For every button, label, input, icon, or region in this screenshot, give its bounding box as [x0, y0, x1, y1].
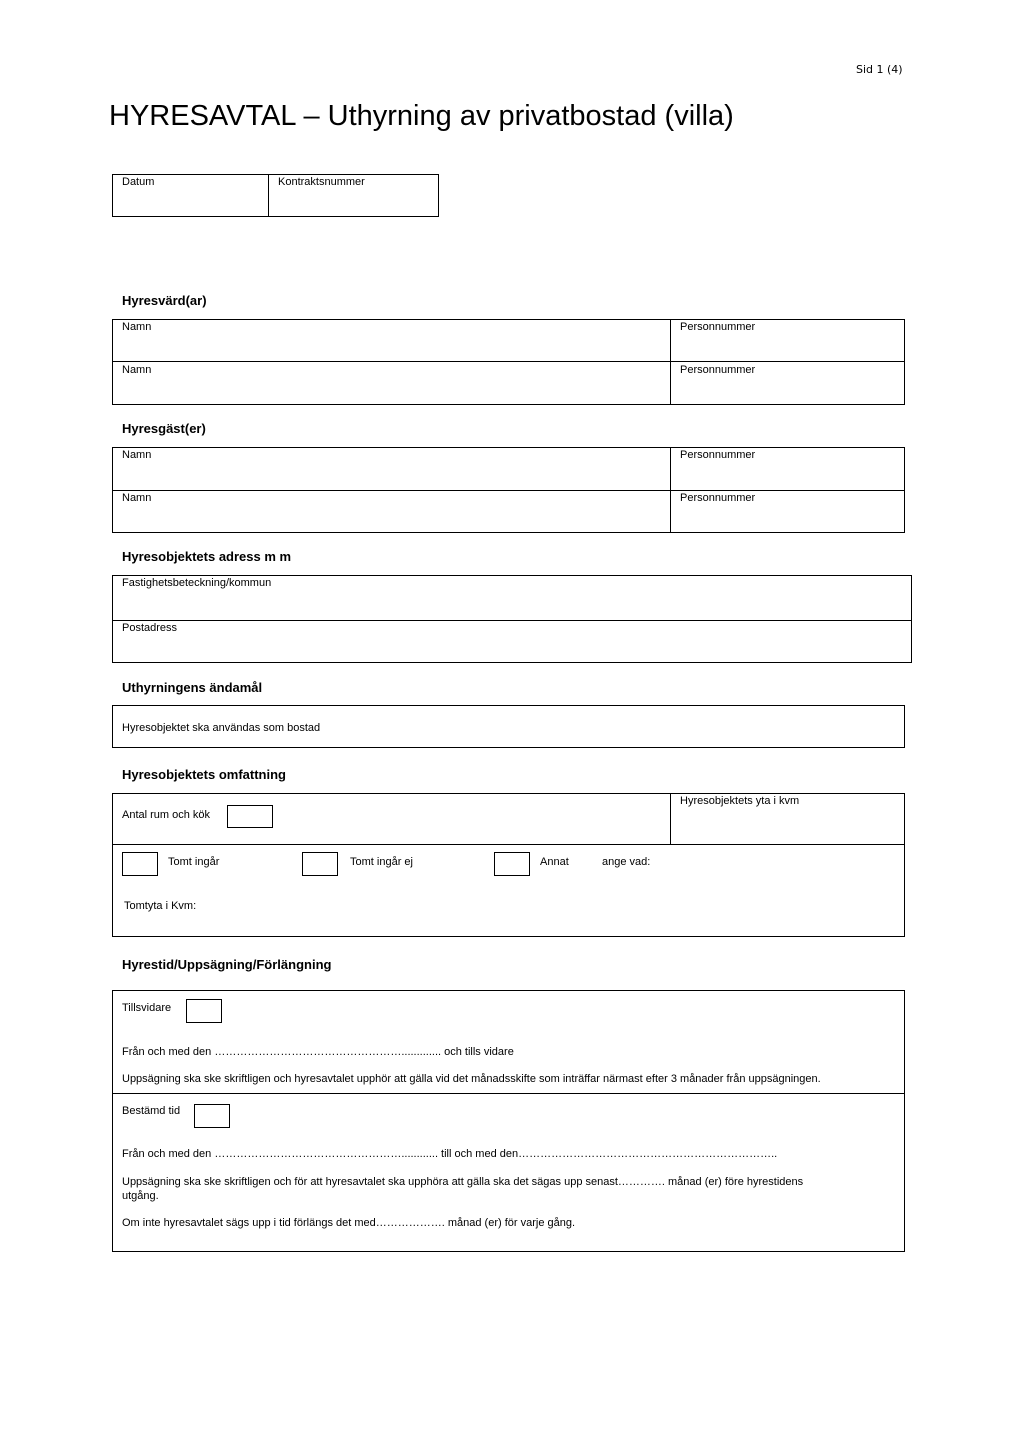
tenant-name-field-1[interactable]	[113, 448, 669, 489]
postal-address-field[interactable]	[113, 621, 911, 662]
plot-included-checkbox[interactable]	[122, 852, 158, 876]
fixed-term-checkbox[interactable]	[194, 1104, 230, 1128]
property-designation-field[interactable]	[113, 576, 911, 619]
plot-area-label: Tomtyta i Kvm:	[124, 900, 197, 912]
tenant-id-label-1: Personnummer	[680, 449, 756, 461]
divider	[112, 844, 905, 845]
tenant-name-label-1: Namn	[122, 449, 152, 461]
landlord-name-field-1[interactable]	[113, 320, 669, 360]
page-number: Sid 1 (4)	[856, 63, 903, 76]
contract-number-label: Kontraktsnummer	[278, 176, 365, 188]
rooms-count-field[interactable]	[227, 805, 273, 828]
plot-included-label: Tomt ingår	[168, 856, 220, 868]
landlord-id-label-1: Personnummer	[680, 321, 756, 333]
fixed-from-text: Från och med den ……………………………………………............ till och med den……………………………………………………………..	[122, 1148, 778, 1160]
plot-excluded-checkbox[interactable]	[302, 852, 338, 876]
tenant-id-field-1[interactable]	[671, 448, 904, 489]
rooms-label: Antal rum och kök	[122, 809, 211, 821]
indefinite-checkbox[interactable]	[186, 999, 222, 1023]
tenant-id-label-2: Personnummer	[680, 492, 756, 504]
divider	[112, 1093, 905, 1094]
contract-number-field[interactable]	[269, 175, 438, 216]
fixed-notice-text-continued: utgång.	[122, 1190, 159, 1202]
indefinite-label: Tillsvidare	[122, 1002, 172, 1014]
specify-label: ange vad:	[602, 856, 651, 868]
area-label: Hyresobjektets yta i kvm	[680, 795, 800, 807]
address-heading: Hyresobjektets adress m m	[122, 549, 292, 564]
indefinite-from-text: Från och med den ……………………………………………............. och tills vidare	[122, 1046, 514, 1058]
term-heading: Hyrestid/Uppsägning/Förlängning	[122, 957, 332, 972]
plot-excluded-label: Tomt ingår ej	[350, 856, 413, 868]
purpose-heading: Uthyrningens ändamål	[122, 680, 263, 695]
date-label: Datum	[122, 176, 155, 188]
purpose-text: Hyresobjektet ska användas som bostad	[122, 722, 321, 734]
scope-heading: Hyresobjektets omfattning	[122, 767, 286, 782]
tenant-name-field-2[interactable]	[113, 491, 669, 532]
landlord-name-label-1: Namn	[122, 321, 152, 333]
other-checkbox[interactable]	[494, 852, 530, 876]
tenant-heading: Hyresgäst(er)	[122, 421, 206, 436]
tenant-id-field-2[interactable]	[671, 491, 904, 532]
tenant-name-label-2: Namn	[122, 492, 152, 504]
fixed-notice-text: Uppsägning ska ske skriftligen och för att hyresavtalet ska upphöra att gälla ska det sägas upp senast…………. månad (er) före hyrestidens	[122, 1176, 804, 1188]
plot-area-field[interactable]	[210, 895, 610, 919]
fixed-term-label: Bestämd tid	[122, 1105, 181, 1117]
area-field[interactable]	[671, 810, 904, 843]
landlord-name-label-2: Namn	[122, 364, 152, 376]
date-field[interactable]	[113, 175, 267, 216]
property-designation-label: Fastighetsbeteckning/kommun	[122, 577, 272, 589]
other-label: Annat	[540, 856, 569, 868]
postal-address-label: Postadress	[122, 622, 178, 634]
landlord-id-field-2[interactable]	[671, 362, 904, 404]
indefinite-notice-text: Uppsägning ska ske skriftligen och hyresavtalet upphör att gälla vid det månadsskifte som inträffar närmast efter 3 månader från uppsägningen.	[122, 1073, 821, 1085]
landlord-name-field-2[interactable]	[113, 362, 669, 404]
landlord-id-field-1[interactable]	[671, 320, 904, 360]
document-title: HYRESAVTAL – Uthyrning av privatbostad (villa)	[109, 100, 734, 132]
landlord-id-label-2: Personnummer	[680, 364, 756, 376]
specify-field[interactable]	[655, 852, 900, 876]
landlord-heading: Hyresvärd(ar)	[122, 293, 207, 308]
extension-text: Om inte hyresavtalet sägs upp i tid förlängs det med………………. månad (er) för varje gång.	[122, 1217, 576, 1229]
term-box	[112, 990, 905, 1252]
